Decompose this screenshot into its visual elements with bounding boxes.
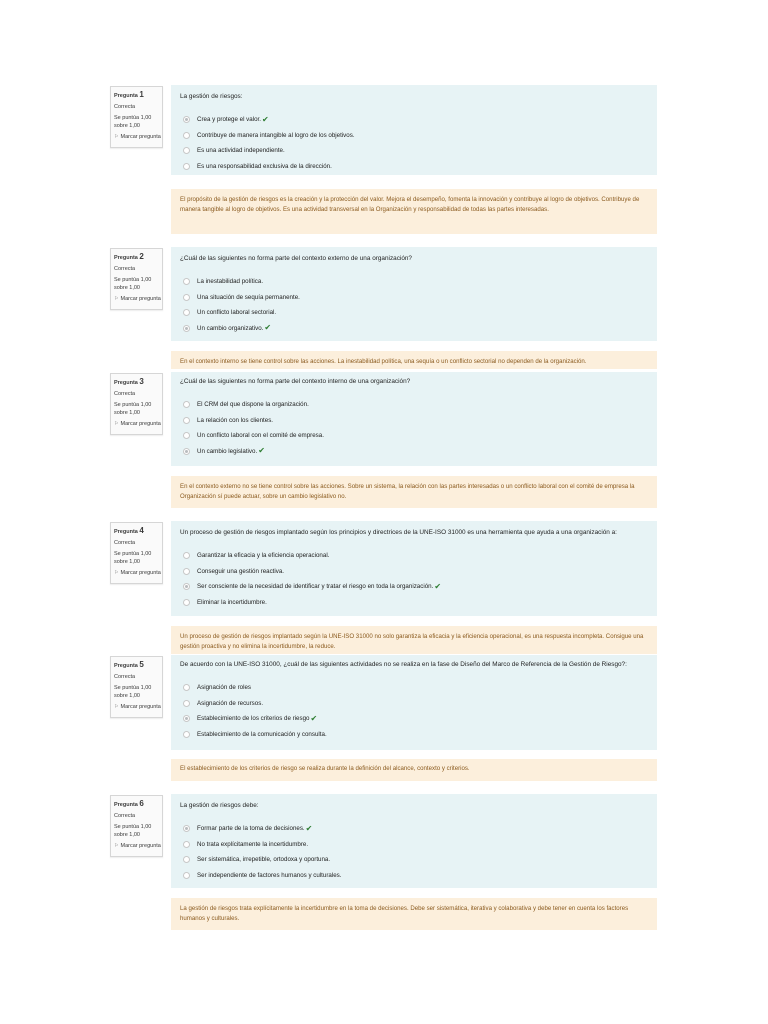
question-number: Pregunta 6	[114, 799, 144, 808]
question-info	[110, 86, 163, 148]
radio-button[interactable]	[183, 448, 190, 455]
flag-question-link[interactable]: ⚐ Marcar pregunta	[114, 296, 161, 303]
question-number: Pregunta 2	[114, 252, 144, 261]
radio-button[interactable]	[183, 731, 190, 738]
flag-icon: ⚐	[114, 704, 119, 711]
radio-button[interactable]	[183, 116, 190, 123]
answer-option[interactable]: Ser independiente de factores humanos y culturales.	[180, 868, 648, 884]
feedback-box: El establecimiento de los criterios de riesgo se realiza durante la definición del alcance, contexto y criterios.	[171, 759, 657, 781]
answer-option[interactable]: Eliminar la incertidumbre.	[180, 595, 648, 611]
radio-button[interactable]	[183, 841, 190, 848]
answer-option[interactable]: Formar parte de la toma de decisiones. ✔	[180, 821, 648, 837]
feedback-box: En el contexto interno se tiene control sobre las acciones. La inestabilidad política, una sequía o un conflicto sectorial no dependen de la organización.	[171, 351, 657, 369]
check-icon: ✔	[434, 581, 442, 591]
radio-button[interactable]	[183, 309, 190, 316]
radio-button[interactable]	[183, 599, 190, 606]
question-grade: Se puntúa 1,00 sobre 1,00	[114, 824, 152, 838]
answer-option[interactable]: Ser consciente de la necesidad de identificar y tratar el riesgo en toda la organización. ✔	[180, 579, 648, 595]
question-box	[171, 794, 657, 888]
check-icon: ✔	[264, 323, 272, 333]
question-grade: Se puntúa 1,00 sobre 1,00	[114, 685, 152, 699]
answer-option[interactable]: Un conflicto laboral sectorial.	[180, 305, 648, 321]
radio-button[interactable]	[183, 684, 190, 691]
question-text: La gestión de riesgos debe:	[180, 802, 259, 809]
question-text: ¿Cuál de las siguientes no forma parte del contexto interno de una organización?	[180, 378, 411, 385]
radio-button[interactable]	[183, 715, 190, 722]
question-number: Pregunta 4	[114, 526, 144, 535]
flag-question-link[interactable]: ⚐ Marcar pregunta	[114, 421, 161, 428]
answer-option[interactable]: Es una responsabilidad exclusiva de la dirección.	[180, 159, 648, 175]
question-box	[171, 521, 657, 616]
answer-option[interactable]: Es una actividad independiente.	[180, 143, 648, 159]
question-box	[171, 655, 657, 750]
radio-button[interactable]	[183, 163, 190, 170]
radio-button[interactable]	[183, 432, 190, 439]
answer-option[interactable]: Una situación de sequía permanente.	[180, 290, 648, 306]
question-state: Correcta	[114, 390, 136, 397]
question-info	[110, 656, 163, 718]
flag-icon: ⚐	[114, 134, 119, 141]
answer-option[interactable]: Crea y protege el valor. ✔	[180, 112, 648, 128]
answer-option[interactable]: Asignación de roles	[180, 680, 648, 696]
answer-option[interactable]: Ser sistemática, irrepetible, ortodoxa y oportuna.	[180, 852, 648, 868]
question-text: De acuerdo con la UNE-ISO 31000, ¿cuál de las siguientes actividades no se realiza en la fase de Diseño del Marco de Referencia de la Gestión de Riesgo?:	[180, 661, 627, 668]
flag-icon: ⚐	[114, 421, 119, 428]
feedback-box: La gestión de riesgos trata explícitamente la incertidumbre en la toma de decisiones. Debe ser sistemática, iterativa y colaborativa y debe tener en cuenta los factores humanos y culturales.	[171, 898, 657, 930]
answer-option[interactable]: No trata explícitamente la incertidumbre.	[180, 837, 648, 853]
question-info	[110, 795, 163, 857]
question-grade: Se puntúa 1,00 sobre 1,00	[114, 115, 152, 129]
question-state: Correcta	[114, 103, 136, 110]
answer-option[interactable]: Conseguir una gestión reactiva.	[180, 564, 648, 580]
flag-question-link[interactable]: ⚐ Marcar pregunta	[114, 843, 161, 850]
question-state: Correcta	[114, 265, 136, 272]
question-state: Correcta	[114, 539, 136, 546]
radio-button[interactable]	[183, 568, 190, 575]
radio-button[interactable]	[183, 147, 190, 154]
question-info	[110, 522, 163, 584]
question-text: ¿Cuál de las siguientes no forma parte del contexto externo de una organización?	[180, 255, 412, 262]
answer-option[interactable]: Asignación de recursos.	[180, 696, 648, 712]
flag-question-link[interactable]: ⚐ Marcar pregunta	[114, 570, 161, 577]
question-grade: Se puntúa 1,00 sobre 1,00	[114, 551, 152, 565]
radio-button[interactable]	[183, 278, 190, 285]
question-box	[171, 85, 657, 175]
flag-icon: ⚐	[114, 296, 119, 303]
question-number: Pregunta 3	[114, 377, 144, 386]
radio-button[interactable]	[183, 856, 190, 863]
feedback-box: En el contexto externo no se tiene control sobre las acciones. Sobre un sistema, la relación con las partes interesadas o un conflicto laboral con el comité de empresa la Organización sí puede actuar, sobre un cambio legislativo no.	[171, 476, 657, 508]
radio-button[interactable]	[183, 294, 190, 301]
question-box	[171, 247, 657, 341]
answer-option[interactable]: La relación con los clientes.	[180, 413, 648, 429]
radio-button[interactable]	[183, 552, 190, 559]
radio-button[interactable]	[183, 325, 190, 332]
flag-icon: ⚐	[114, 570, 119, 577]
flag-question-link[interactable]: ⚐ Marcar pregunta	[114, 134, 161, 141]
radio-button[interactable]	[183, 825, 190, 832]
answer-option[interactable]: La inestabilidad política.	[180, 274, 648, 290]
answer-option[interactable]: Un cambio organizativo. ✔	[180, 321, 648, 337]
answer-option[interactable]: Establecimiento de los criterios de riesgo ✔	[180, 711, 648, 727]
question-grade: Se puntúa 1,00 sobre 1,00	[114, 402, 152, 416]
question-number: Pregunta 1	[114, 90, 144, 99]
question-text: La gestión de riesgos:	[180, 93, 243, 100]
question-text: Un proceso de gestión de riesgos implantado según los principios y directrices de la UNE-ISO 31000 es una herramienta que ayuda a una organización a:	[180, 529, 617, 536]
answer-option[interactable]: Un cambio legislativo. ✔	[180, 444, 648, 460]
check-icon: ✔	[305, 823, 313, 833]
feedback-box: Un proceso de gestión de riesgos implantado según la UNE-ISO 31000 no solo garantiza la eficacia y la eficiencia operacional, es una respuesta incompleta. Consigue una gestión proactiva y no elimina la incertidumbre, la reduce.	[171, 626, 657, 654]
check-icon: ✔	[310, 713, 318, 723]
radio-button[interactable]	[183, 417, 190, 424]
question-box	[171, 372, 657, 466]
question-info	[110, 373, 163, 435]
answer-option[interactable]: Garantizar la eficacia y la eficiencia operacional.	[180, 548, 648, 564]
radio-button[interactable]	[183, 872, 190, 879]
answer-option[interactable]: Un conflicto laboral con el comité de empresa.	[180, 428, 648, 444]
radio-button[interactable]	[183, 583, 190, 590]
answer-option[interactable]: El CRM del que dispone la organización.	[180, 397, 648, 413]
question-info	[110, 248, 163, 310]
feedback-box: El propósito de la gestión de riesgos es la creación y la protección del valor. Mejora el desempeño, fomenta la innovación y contribuye al logro de objetivos. Contribuye de manera tangible al logro de objetivos. Es una actividad transversal en la Organización y responsabilidad de todas las partes interesadas.	[171, 189, 657, 234]
check-icon: ✔	[258, 446, 265, 456]
radio-button[interactable]	[183, 700, 190, 707]
check-icon: ✔	[261, 114, 269, 124]
radio-button[interactable]	[183, 401, 190, 408]
radio-button[interactable]	[183, 132, 190, 139]
answer-option[interactable]: Contribuye de manera intangible al logro de los objetivos.	[180, 128, 648, 144]
flag-icon: ⚐	[114, 843, 119, 850]
question-number: Pregunta 5	[114, 660, 144, 669]
question-grade: Se puntúa 1,00 sobre 1,00	[114, 277, 152, 291]
answer-option[interactable]: Establecimiento de la comunicación y consulta.	[180, 727, 648, 743]
flag-question-link[interactable]: ⚐ Marcar pregunta	[114, 704, 161, 711]
question-state: Correcta	[114, 673, 136, 680]
question-state: Correcta	[114, 812, 136, 819]
